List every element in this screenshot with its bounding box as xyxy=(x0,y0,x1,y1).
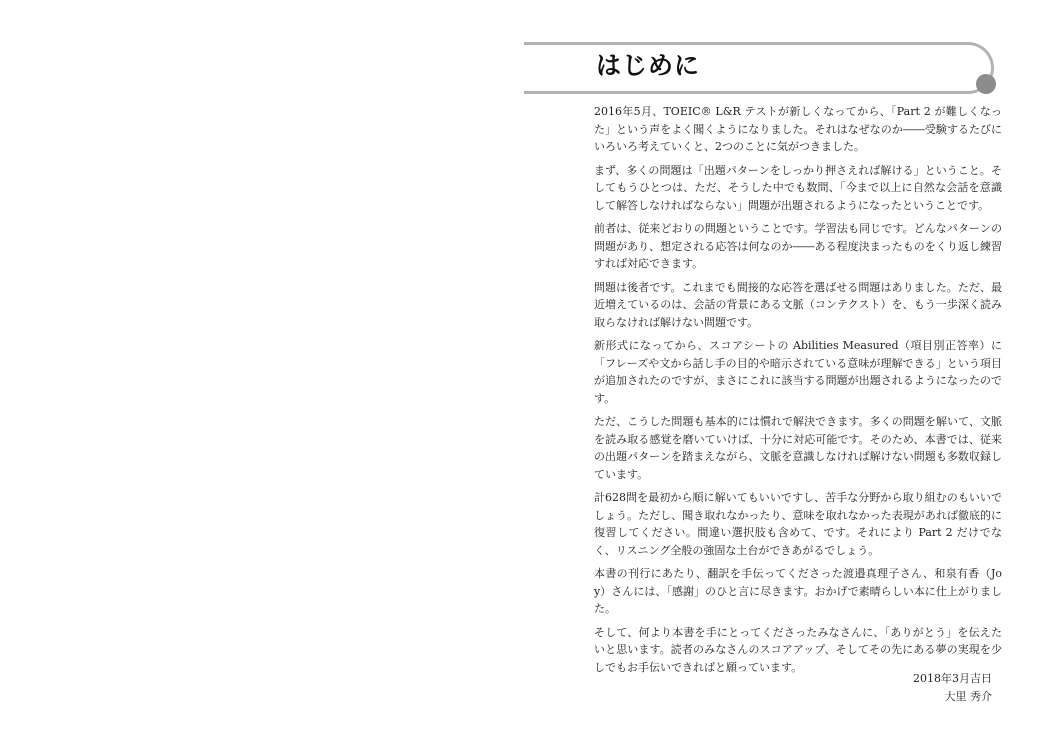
paragraph: 問題は後者です。これまでも間接的な応答を選ばせる問題はありました。ただ、最近増えているのは、会話の背景にある文脈（コンテクスト）を、もう一歩深く読み取らなければ解けない問題です。 xyxy=(594,280,1002,329)
paragraph: まず、多くの問題は「出題パターンをしっかり押さえれば解ける」ということ。そしてもうひとつは、ただ、そうした中でも数問、「今まで以上に自然な会話を意識して解答しなければならない」問題が出題されるようになったということです。 xyxy=(594,163,1002,212)
paragraph: 新形式になってから、スコアシートの Abilities Measured（項目別正答率）に「フレーズや文から話し手の目的や暗示されている意味が理解できる」という項目が追加されたのですが、まさにこれに該当する問題が出題されるようになったのです。 xyxy=(594,339,1002,405)
paragraph: 本書の刊行にあたり、翻訳を手伝ってくださった渡邉真理子さん、和泉有香（Joy）さんには、「感謝」のひと言に尽きます。おかげで素晴らしい本に仕上がりました。 xyxy=(594,567,1002,615)
heading-banner-tab xyxy=(976,74,996,94)
preface-body xyxy=(594,103,1002,682)
signature-author: 大里 秀介 xyxy=(944,690,992,703)
heading-banner xyxy=(524,42,994,94)
right-page xyxy=(524,0,1048,744)
paragraph: そして、何より本書を手にとってくださったみなさんに、「ありがとう」を伝えたいと思います。読者のみなさんのスコアアップ、そしてその先にある夢の実現を少しでもお手伝いできればと願っています。 xyxy=(594,625,1002,674)
paragraph: ただ、こうした問題も基本的には慣れで解決できます。多くの問題を解いて、文脈を読み取る感覚を磨いていけば、十分に対応可能です。そのため、本書では、従来の出題パターンを踏まえながら、文脈を意識しなければ解けない問題も多数収録しています。 xyxy=(594,415,1002,481)
paragraph: 前者は、従来どおりの問題ということです。学習法も同じです。どんなパターンの問題があり、想定される応答は何なのか――ある程度決まったものをくり返し練習すれば対応できます。 xyxy=(594,222,1002,270)
page-title: はじめに xyxy=(596,51,701,80)
signature-date: 2018年3月吉日 xyxy=(913,672,992,685)
paragraph: 計628問を最初から順に解いてもいいですし、苦手な分野から取り組むのもいいでしょう。ただし、聞き取れなかったり、意味を取れなかった表現があれば徹底的に復習してください。間違い選択肢も含めて、です。それにより Part 2 だけでなく、リスニング全般の強固な土台ができあがるでしょう。 xyxy=(594,491,1002,557)
paragraph: 2016年5月、TOEIC® L&R テストが新しくなってから、「Part 2 が難しくなった」という声をよく聞くようになりました。それはなぜなのか――受験するたびにいろいろ考えていくと、2つのことに気がつきました。 xyxy=(594,105,1002,153)
